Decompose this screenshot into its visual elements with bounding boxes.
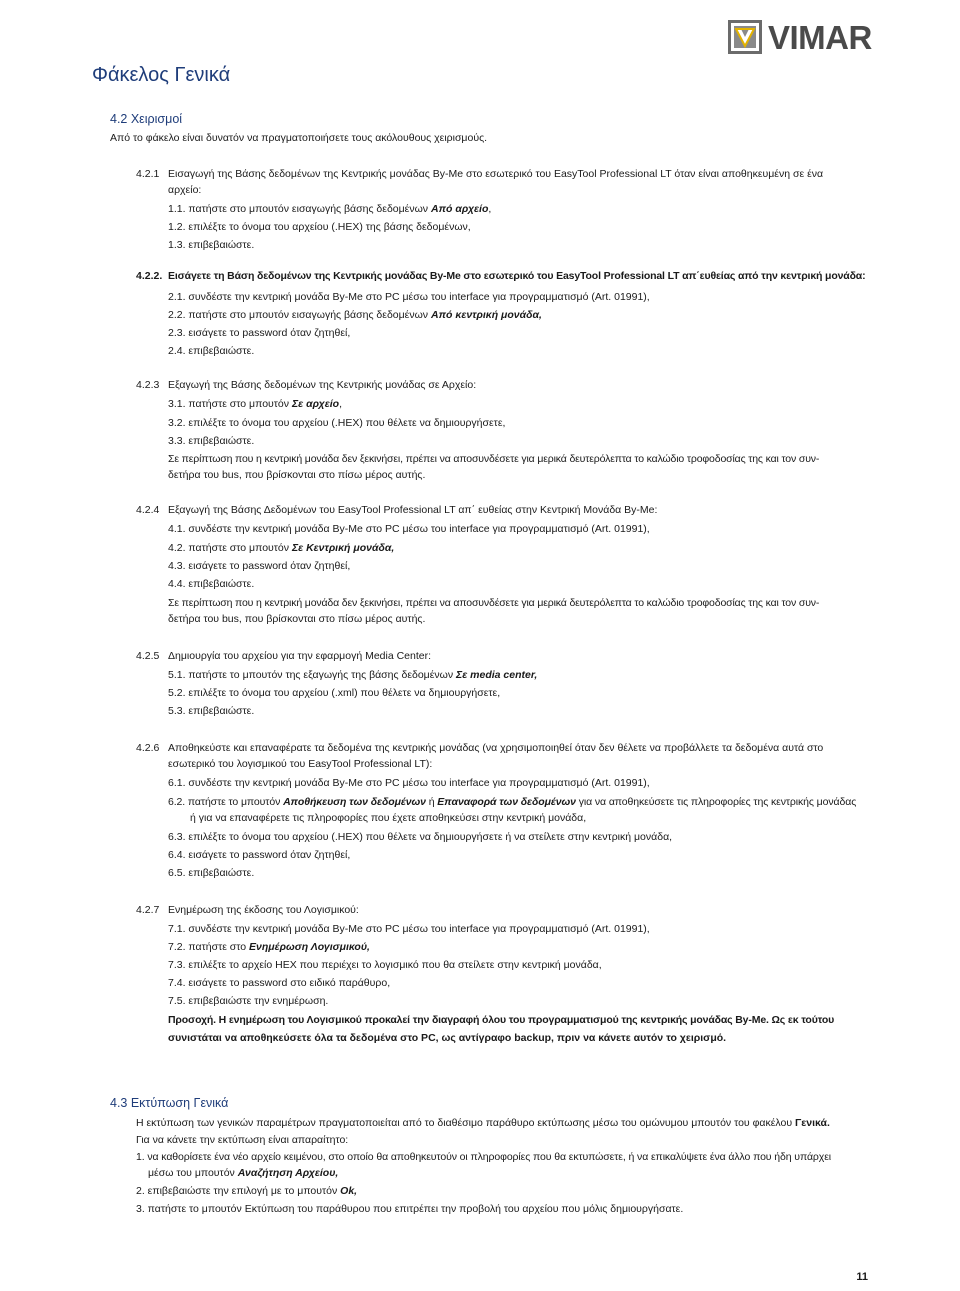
step-text: , (488, 203, 492, 215)
note-text-cont: δετήρα του bus, που βρίσκονται στο πίσω μέρος αυτής. (168, 469, 426, 481)
step-text: ή (425, 796, 438, 808)
step-text: 6.2. πατήστε το μπουτόν (168, 796, 284, 808)
step-item: 4.4. επιβεβαιώστε. (168, 578, 255, 590)
step-item: 6.5. επιβεβαιώστε. (168, 867, 255, 879)
step-item: 1.2. επιλέξτε το όνομα του αρχείου (.HEX) της βάσης δεδομένων, (168, 221, 471, 233)
step-item: 5.3. επιβεβαιώστε. (168, 705, 255, 717)
note-text-cont: δετήρα του bus, που βρίσκονται στο πίσω μέρος αυτής. (168, 613, 426, 625)
list-item-text: μέσω του μπουτόν (148, 1167, 238, 1179)
subsection-title-cont: αρχείο: (168, 184, 202, 196)
note-text: Σε περίπτωση που η κεντρική μονάδα δεν ξεκινήσει, πρέπει να αποσυνδέσετε για μερικά δευτερόλεπτα το καλώδιο τροφοδοσίας της και τον συν- (168, 453, 820, 465)
step-item: 3.3. επιβεβαιώστε. (168, 435, 255, 447)
step-item: 4.3. εισάγετε το password όταν ζητηθεί, (168, 560, 351, 572)
step-item: 6.1. συνδέστε την κεντρική μονάδα By-Me στο PC μέσω του interface για προγραμματισμό (Art. 01991), (168, 777, 650, 789)
step-item-cont: ή για να επαναφέρετε τις πληροφορίες που έχετε αποθηκεύσει στην κεντρική μονάδα, (190, 812, 587, 824)
list-item: 1. να καθορίσετε ένα νέο αρχείο κειμένου, στο οποίο θα αποθηκευτούν οι πληροφορίες που θα εκτυπώσετε, ή να επικαλύψετε ένα άλλο που ήδη υπάρχει (136, 1151, 832, 1163)
list-item (136, 1184, 357, 1198)
list-item: 3. πατήστε το μπουτόν Εκτύπωση του παράθυρου που επιτρέπει την προβολή του αρχείου που μόλις δημιουργήσατε. (136, 1203, 684, 1215)
button-name: Αναζήτηση Αρχείου, (237, 1167, 339, 1179)
paragraph-text: Η εκτύπωση των γενικών παραμέτρων πραγματοποιείται από το διαθέσιμο παράθυρο εκτύπωσης μέσω του ομώνυμου μπουτόν του φακέλου (136, 1117, 795, 1129)
paragraph: Για να κάνετε την εκτύπωση είναι απαραίτητο: (136, 1134, 349, 1146)
step-item: 1.3. επιβεβαιώστε. (168, 239, 255, 251)
subsection-number: 4.2.6 (136, 742, 160, 754)
subsection-number: 4.2.4 (136, 504, 160, 516)
subsection-number: 4.2.1 (136, 168, 160, 180)
vimar-logo (728, 20, 872, 56)
step-text: για να αποθηκεύσετε τις πληροφορίες της κεντρικής μονάδας (575, 796, 857, 808)
button-name: Ενημέρωση Λογισμικού, (249, 941, 370, 953)
button-name: Σε αρχείο (291, 398, 340, 410)
subsection-title: Ενημέρωση της έκδοσης του Λογισμικού: (168, 904, 359, 916)
step-item (168, 397, 342, 411)
step-item: 7.3. επιλέξτε το αρχείο HEX που περιέχει το λογισμικό που θα στείλετε στην κεντρική μονάδα, (168, 959, 602, 971)
note-text: Σε περίπτωση που η κεντρική μονάδα δεν ξεκινήσει, πρέπει να αποσυνδέσετε για μερικά δευτερόλεπτα το καλώδιο τροφοδοσίας της και τον συν- (168, 597, 820, 609)
section-heading-4-2: 4.2 Χειρισμοί (110, 112, 183, 126)
button-name: Αποθήκευση των δεδομένων (283, 796, 426, 808)
button-name: Επαναφορά των δεδομένων (437, 796, 576, 808)
subsection-title (168, 741, 823, 755)
step-item (168, 308, 542, 322)
subsection-title: Εξαγωγή της Βάσης δεδομένων της Κεντρικής μονάδας σε Αρχείο: (168, 379, 477, 391)
step-text: 3.1. πατήστε στο μπουτόν (168, 398, 292, 410)
list-item-text: 2. επιβεβαιώστε την επιλογή με το μπουτόν (136, 1185, 341, 1197)
subsection-title-note: (να χρησιμοποιηθεί όταν δεν θέλετε να προβάλλετε τα δεδομένα αυτά στο (479, 742, 824, 754)
step-item: 2.4. επιβεβαιώστε. (168, 345, 255, 357)
subsection-number: 4.2.3 (136, 379, 160, 391)
step-item: 6.3. επιλέξτε το όνομα του αρχείου (.HEX) που θέλετε να δημιουργήσετε ή να στείλετε στην κεντρική μονάδα, (168, 831, 673, 843)
folder-name: Γενικά. (794, 1117, 830, 1129)
warning-text-cont: συνιστάται να αποθηκεύσετε όλα τα δεδομένα στο PC, ως αντίγραφο backup, πριν να κάνετε αυτόν το χειρισμό. (168, 1032, 727, 1044)
step-text: 7.2. πατήστε στο (168, 941, 250, 953)
step-item (168, 668, 537, 682)
subsection-number: 4.2.5 (136, 650, 160, 662)
subsection-title: Εισαγωγή της Βάσης δεδομένων της Κεντρικής μονάδας By-Me στο εσωτερικό του EasyTool Professional LT όταν είναι αποθηκευμένη σε ένα (168, 168, 824, 180)
button-name: Σε Κεντρική μονάδα, (291, 542, 395, 554)
subsection-title: Εισάγετε τη Βάση δεδομένων της Κεντρικής μονάδας By-Me στο εσωτερικό του EasyTool Professional LT απ΄ευθείας από την κεντρική μονάδα: (168, 270, 866, 282)
step-text: , (339, 398, 342, 410)
subsection-title: Δημιουργία του αρχείου για την εφαρμογή Media Center: (168, 650, 432, 662)
step-item: 3.2. επιλέξτε το όνομα του αρχείου (.HEX) που θέλετε να δημιουργήσετε, (168, 417, 506, 429)
step-item: 5.2. επιλέξτε το όνομα του αρχείου (.xml) που θέλετε να δημιουργήσετε, (168, 687, 501, 699)
step-item: 7.4. εισάγετε το password στο ειδικό παράθυρο, (168, 977, 391, 989)
subsection-number: 4.2.2. (136, 270, 163, 282)
step-item (168, 541, 394, 555)
vimar-logo-text: VIMAR (768, 19, 872, 56)
subsection-number: 4.2.7 (136, 904, 160, 916)
button-name: Ok, (340, 1185, 358, 1197)
step-text: 4.2. πατήστε στο μπουτόν (168, 542, 292, 554)
button-name: Σε media center, (456, 669, 538, 681)
warning-text: Προσοχή. Η ενημέρωση του Λογισμικού προκαλεί την διαγραφή όλου του προγραμματισμού της κεντρικής μονάδας By-Me. Ως εκ τούτου (168, 1014, 835, 1026)
step-item: 6.4. εισάγετε το password όταν ζητηθεί, (168, 849, 351, 861)
subsection-title: Εξαγωγή της Βάσης Δεδομένων του EasyTool Professional LT απ΄ ευθείας στην Κεντρική Μονάδα By-Me: (168, 504, 658, 516)
button-name: Από αρχείο (430, 203, 489, 215)
section-intro: Από το φάκελο είναι δυνατόν να πραγματοποιήσετε τους ακόλουθους χειρισμούς. (110, 132, 488, 144)
step-item: 2.1. συνδέστε την κεντρική μονάδα By-Me στο PC μέσω του interface για προγραμματισμό (Art. 01991), (168, 291, 650, 303)
subsection-title-main: Αποθηκεύστε και επαναφέρατε τα δεδομένα της κεντρικής μονάδας (168, 742, 480, 754)
step-item: 2.3. εισάγετε το password όταν ζητηθεί, (168, 327, 351, 339)
page-title: Φάκελος Γενικά (92, 64, 231, 86)
subsection-title-cont: εσωτερικό του λογισμικού του EasyTool Professional LT): (168, 758, 433, 770)
step-item (168, 795, 856, 809)
step-item: 4.1. συνδέστε την κεντρική μονάδα By-Me στο PC μέσω του interface για προγραμματισμό (Art. 01991), (168, 523, 650, 535)
list-item-cont (148, 1166, 338, 1180)
step-text: 5.1. πατήστε το μπουτόν της εξαγωγής της βάσης δεδομένων (168, 669, 457, 681)
step-item: 7.5. επιβεβαιώστε την ενημέρωση. (168, 995, 329, 1007)
step-item (168, 202, 491, 216)
vimar-logo-icon (728, 20, 762, 54)
step-text: 1.1. πατήστε στο μπουτόν εισαγωγής βάσης δεδομένων (168, 203, 431, 215)
step-text: 2.2. πατήστε στο μπουτόν εισαγωγής βάσης δεδομένων (168, 309, 431, 321)
step-item (168, 940, 370, 954)
section-heading-4-3: 4.3 Εκτύπωση Γενικά (110, 1096, 229, 1110)
step-item: 7.1. συνδέστε την κεντρική μονάδα By-Me στο PC μέσω του interface για προγραμματισμό (Art. 01991), (168, 923, 650, 935)
button-name: Από κεντρική μονάδα, (430, 309, 542, 321)
page-number: 11 (856, 1271, 868, 1283)
paragraph (136, 1116, 830, 1130)
